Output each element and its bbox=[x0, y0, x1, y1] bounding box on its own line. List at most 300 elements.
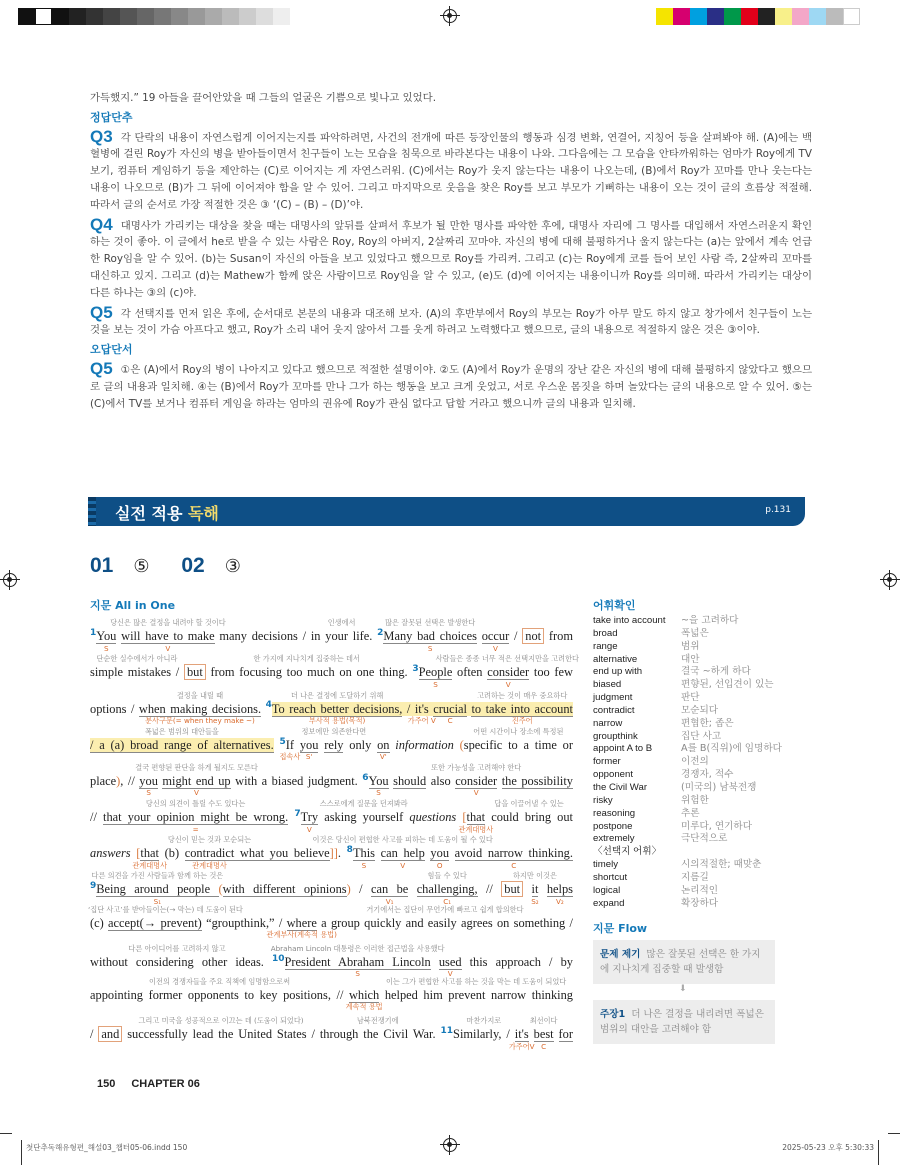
grammar-label: S₁ bbox=[153, 896, 162, 906]
segment-text: . bbox=[337, 846, 347, 861]
grammar-label: V₁ bbox=[385, 896, 394, 906]
banner-title-b: 독해 bbox=[187, 504, 219, 523]
registration-mark-icon bbox=[3, 573, 17, 587]
passage-segment bbox=[345, 987, 383, 1012]
segment-text: that bbox=[140, 846, 159, 861]
segment-text: might end up bbox=[162, 773, 231, 788]
passage-segment bbox=[559, 1027, 573, 1042]
passage-segment bbox=[159, 846, 185, 860]
sentence-number: 4 bbox=[265, 700, 272, 711]
segment-text: / bbox=[509, 629, 523, 644]
segment-text: could bring out bbox=[485, 810, 573, 825]
sentence-number: 7 bbox=[294, 808, 301, 819]
korean-gloss: 사람들은 종종 너무 적은 선택지만을 고려한다 bbox=[435, 654, 579, 664]
chapter-label: CHAPTER 06 bbox=[131, 1078, 200, 1090]
boxed-connector bbox=[522, 628, 544, 644]
passage-segment bbox=[368, 773, 389, 798]
segment-text: in your life. bbox=[310, 629, 373, 644]
crop-mark bbox=[0, 1133, 12, 1134]
vocab-item bbox=[593, 782, 788, 795]
grammar-label: 진주어 bbox=[511, 716, 533, 725]
vocab-korean: 극단적으로 bbox=[681, 833, 728, 845]
segment-text: avoid narrow thinking. bbox=[454, 846, 573, 861]
passage-segment bbox=[338, 846, 347, 860]
passage-segment bbox=[261, 702, 265, 716]
segment-text: and bbox=[101, 1027, 120, 1042]
passage-segment bbox=[139, 773, 158, 798]
segment-text: it's bbox=[514, 1027, 529, 1042]
segment-text: Being around people bbox=[96, 882, 219, 897]
passage-line bbox=[90, 721, 573, 762]
passage-segment bbox=[215, 629, 311, 643]
vocab-korean: 범위 bbox=[681, 640, 700, 652]
grammar-label: S bbox=[355, 969, 360, 979]
segment-text: specific to a time or bbox=[463, 737, 573, 752]
q5-explanation bbox=[90, 302, 812, 340]
vocab-english: groupthink bbox=[593, 730, 638, 742]
q5b-label: Q5 bbox=[90, 358, 113, 378]
passage-segment bbox=[485, 799, 573, 825]
segment-text: from bbox=[544, 629, 573, 644]
passage-segment bbox=[132, 846, 168, 870]
banner-title bbox=[115, 501, 219, 524]
passage-segment bbox=[122, 1016, 320, 1042]
passage-segment bbox=[402, 702, 414, 716]
korean-gloss: 스스로에게 질문을 던져봐라 bbox=[319, 799, 408, 809]
passage-line bbox=[90, 865, 573, 906]
segment-text: questions bbox=[409, 810, 457, 825]
vocab-item bbox=[593, 641, 788, 654]
vocab-item bbox=[593, 718, 788, 731]
passage-segment bbox=[90, 846, 131, 860]
korean-gloss: Abraham Lincoln 대통령은 이러한 접근법을 사용했다 bbox=[270, 943, 445, 953]
segment-text: you bbox=[139, 773, 158, 788]
vocab-item bbox=[593, 898, 788, 911]
korean-gloss: 인생에서 bbox=[327, 618, 356, 628]
segment-text: that bbox=[466, 810, 486, 825]
korean-gloss: 마찬가지로 bbox=[466, 1016, 502, 1026]
grammar-label: 부사적 용법(목적) bbox=[308, 716, 366, 725]
passage-segment bbox=[300, 810, 319, 834]
segment-text bbox=[408, 665, 413, 679]
segment-text: simple mistakes / bbox=[90, 665, 184, 680]
passage-line bbox=[90, 829, 573, 870]
vocab-item bbox=[593, 821, 788, 834]
segment-text: helps bbox=[546, 882, 573, 897]
korean-gloss: 거기에서는 집단이 무언가에 빠르고 쉽게 합의한다 bbox=[366, 904, 524, 914]
passage-segment bbox=[508, 1027, 535, 1051]
segment-text: crucial bbox=[433, 701, 467, 716]
passage-segment bbox=[310, 618, 373, 644]
passage-segment bbox=[502, 774, 573, 789]
sentence-number: 3 bbox=[412, 664, 419, 675]
segment-text: contradict bbox=[184, 846, 235, 861]
korean-gloss: 당신은 많은 결정을 내려야 할 것이다 bbox=[110, 618, 226, 628]
passage-segment bbox=[319, 1016, 436, 1042]
grammar-label: V bbox=[306, 824, 312, 834]
vocab-item bbox=[593, 666, 788, 679]
crop-mark bbox=[888, 1133, 900, 1134]
passage-segment bbox=[418, 665, 453, 689]
grammar-label: 분사구문(= when they make ~) bbox=[145, 716, 255, 725]
passage-segment bbox=[438, 954, 462, 979]
vocab-korean: 경쟁자, 적수 bbox=[681, 769, 734, 781]
passage-segment bbox=[458, 810, 494, 834]
segment-text: This bbox=[352, 846, 375, 861]
q3-explanation bbox=[90, 126, 812, 214]
segment-text: where bbox=[286, 915, 317, 930]
banner-title-a: 실전 적용 bbox=[115, 504, 188, 523]
vocab-english: contradict bbox=[593, 704, 635, 716]
grammar-label: 가주어 V bbox=[407, 716, 436, 725]
passage-segment bbox=[481, 629, 510, 653]
passage-segment bbox=[110, 618, 226, 653]
passage-segment bbox=[408, 665, 413, 679]
passage-segment bbox=[90, 726, 274, 753]
vocab-item bbox=[593, 808, 788, 821]
passage-segment bbox=[463, 726, 573, 752]
grammar-label: V bbox=[165, 643, 171, 653]
vocab-item bbox=[593, 743, 788, 756]
vocab-item bbox=[593, 692, 788, 705]
vocab-korean: 결국 ~하게 하다 bbox=[681, 666, 751, 678]
grammar-label: V' bbox=[379, 752, 387, 762]
passage-segment bbox=[167, 835, 252, 870]
grammar-label: V bbox=[493, 643, 498, 653]
segment-text: you bbox=[430, 846, 450, 861]
vocab-korean: (미국의) 남북전쟁 bbox=[681, 781, 757, 793]
passage-segment bbox=[318, 799, 410, 825]
vocab-item bbox=[593, 615, 788, 628]
segment-text: You bbox=[96, 629, 117, 644]
segment-text: “groupthink,” / bbox=[201, 915, 287, 930]
segment-text: asking yourself bbox=[318, 810, 410, 825]
segment-text: / bbox=[402, 701, 415, 716]
korean-gloss: 정보에만 의존한다면 bbox=[301, 726, 367, 736]
crop-mark bbox=[878, 1140, 879, 1165]
segment-text: rely bbox=[324, 737, 344, 752]
grammar-label: C₁ bbox=[443, 896, 452, 906]
segment-text bbox=[264, 955, 272, 969]
vocab-item bbox=[593, 885, 788, 898]
segment-text: place bbox=[90, 773, 117, 788]
segment-text: can help bbox=[380, 846, 425, 861]
passage-segment bbox=[138, 690, 262, 725]
grammar-label: S bbox=[376, 788, 381, 798]
page-reference: p.131 bbox=[765, 505, 791, 515]
vocab-english: judgment bbox=[593, 692, 633, 704]
passage-segment bbox=[330, 846, 338, 860]
vocab-english: reasoning bbox=[593, 807, 636, 819]
segment-text: People bbox=[418, 665, 453, 680]
vocab-item bbox=[593, 679, 788, 692]
segment-text: to take into account bbox=[471, 701, 573, 716]
segment-text: with different opinions bbox=[222, 882, 347, 897]
vocab-korean: A를 B(직위)에 임명하다 bbox=[681, 743, 782, 755]
passage-segment bbox=[416, 871, 478, 906]
page-footer bbox=[97, 1078, 216, 1090]
segment-text: consider bbox=[487, 665, 530, 680]
vocab-english: former bbox=[593, 756, 621, 768]
vocab-english: narrow bbox=[593, 717, 623, 729]
korean-gloss: 폭넓은 범위의 대안들을 bbox=[144, 726, 219, 736]
segment-text: ) bbox=[346, 882, 351, 897]
vocab-korean: 편협한; 좁은 bbox=[681, 717, 734, 729]
annotated-passage bbox=[87, 612, 579, 1051]
registration-mark-icon bbox=[443, 9, 457, 23]
passage-segment bbox=[299, 737, 319, 762]
grammar-label: 관계대명사 bbox=[132, 860, 168, 870]
segment-text: // bbox=[90, 810, 104, 825]
passage-segment bbox=[352, 846, 375, 870]
passage-segment bbox=[271, 690, 403, 725]
segment-text: which bbox=[348, 987, 380, 1002]
korean-gloss: 결정을 내릴 때 bbox=[176, 690, 224, 700]
vocab-english: opponent bbox=[593, 769, 634, 781]
vocab-item bbox=[593, 833, 788, 846]
vocab-korean: 미루다, 연기하다 bbox=[681, 820, 752, 832]
flow-heading: 지문 Flow bbox=[593, 922, 648, 935]
vocab-korean: 모순되다 bbox=[681, 704, 719, 716]
passage-segment bbox=[383, 618, 477, 653]
segment-text: you bbox=[299, 737, 319, 752]
passage-line bbox=[87, 902, 573, 939]
passage-segment bbox=[358, 774, 363, 788]
passage-segment bbox=[478, 882, 502, 896]
korean-gloss: 남북전쟁기에 bbox=[356, 1016, 399, 1026]
sentence-number: 8 bbox=[346, 845, 353, 856]
korean-gloss: 당신이 믿는 것과 모순되는 bbox=[167, 835, 252, 845]
slug-date: 2025-05-23 오후 5:30:33 bbox=[782, 1143, 874, 1152]
vocab-english: broad bbox=[593, 627, 618, 639]
segment-text: best bbox=[533, 1027, 554, 1042]
vocab-korean: 이전의 bbox=[681, 756, 709, 768]
sentence-number: 10 bbox=[271, 953, 285, 964]
segment-text: occur bbox=[481, 629, 510, 644]
passage-segment bbox=[87, 904, 243, 931]
passage-segment bbox=[120, 774, 139, 788]
korean-gloss: 더 나은 결정에 도달하기 위해 bbox=[290, 690, 384, 700]
passage-segment bbox=[90, 774, 116, 788]
passage-segment bbox=[372, 629, 377, 643]
passage-segment bbox=[509, 629, 522, 643]
segment-text: through the Civil War. bbox=[319, 1027, 436, 1042]
passage-segment bbox=[266, 915, 337, 939]
passage-segment bbox=[90, 916, 108, 930]
vocab-english: appoint A to B bbox=[593, 743, 653, 755]
vocab-english: take into account bbox=[593, 615, 666, 626]
segment-text: also bbox=[426, 773, 456, 788]
arrow-down-icon: ⬇ bbox=[679, 984, 687, 994]
registration-mark-icon bbox=[883, 573, 897, 587]
answer-choice: ③ bbox=[224, 556, 241, 576]
korean-gloss: 한 가지에 지나치게 집중하는 데서 bbox=[253, 654, 360, 664]
answer-number: 02 bbox=[181, 554, 205, 577]
segment-text: ) bbox=[116, 773, 121, 788]
segment-text: should bbox=[393, 773, 427, 788]
grammar-label: V₂ bbox=[556, 896, 564, 906]
wrong-answer-heading: 오답단서 bbox=[90, 343, 133, 357]
flow-label: 문제 제기 bbox=[600, 949, 641, 960]
vocab-item bbox=[593, 628, 788, 641]
passage-segment bbox=[538, 882, 546, 896]
answer-explanation bbox=[90, 90, 812, 415]
vocab-heading: 어휘확인 bbox=[593, 599, 636, 612]
korean-gloss: 그리고 미국을 성공적으로 이끄는 데 (도움이 되었다) bbox=[138, 1016, 304, 1026]
segment-text: what you believe bbox=[234, 846, 330, 861]
passage-line bbox=[90, 974, 573, 1010]
grammar-label: V bbox=[473, 788, 479, 798]
segment-text: used bbox=[438, 954, 462, 969]
segment-text: when making decisions. bbox=[138, 701, 262, 716]
korean-gloss: 최선이다 bbox=[529, 1016, 558, 1026]
flow-box-problem bbox=[593, 940, 775, 984]
segment-text bbox=[288, 810, 294, 824]
segment-text bbox=[538, 882, 546, 896]
grammar-label: 관계부사(계속적 용법) bbox=[266, 930, 337, 939]
passage-segment bbox=[426, 774, 455, 788]
grammar-label: C bbox=[447, 716, 453, 725]
sentence-number: 1 bbox=[90, 628, 97, 638]
segment-text: ( bbox=[218, 882, 223, 897]
intro-text: 가득했지.” 19 아들을 끌어안았을 때 그들의 얼굴은 기쁨으로 빛나고 있었다. bbox=[90, 92, 437, 104]
korean-gloss: 또한 가능성을 고려해야 한다 bbox=[431, 762, 522, 772]
segment-text: appointing former opponents to key positions, // bbox=[90, 987, 349, 1002]
segment-text: Many bad choices bbox=[383, 629, 477, 644]
korean-gloss: 고려하는 것이 매우 중요하다 bbox=[477, 690, 568, 700]
grammar-label: C bbox=[541, 1041, 547, 1051]
passage-segment bbox=[523, 882, 531, 896]
segment-text: only bbox=[343, 737, 378, 752]
grammar-label: S bbox=[427, 643, 433, 653]
answer-number: 01 bbox=[90, 554, 114, 577]
segment-text: ]] bbox=[329, 846, 338, 861]
segment-text: but bbox=[186, 665, 203, 680]
passage-segment bbox=[433, 701, 467, 725]
vocab-korean: 지름길 bbox=[681, 871, 709, 883]
segment-text bbox=[523, 882, 531, 896]
vocab-korean: 대안 bbox=[681, 653, 700, 665]
passage-line bbox=[90, 1010, 573, 1051]
vocab-english: logical bbox=[593, 884, 621, 896]
segment-text: ( bbox=[459, 737, 464, 752]
segment-text: You bbox=[368, 773, 389, 788]
grammar-label: V bbox=[194, 788, 199, 798]
segment-text: too few bbox=[529, 665, 573, 680]
passage-line bbox=[90, 648, 579, 689]
vocab-item bbox=[593, 846, 788, 859]
passage-segment bbox=[90, 654, 184, 680]
vocab-item bbox=[593, 705, 788, 718]
sentence-number: 5 bbox=[279, 736, 286, 747]
passage-segment bbox=[529, 1016, 558, 1051]
segment-text bbox=[274, 738, 280, 752]
segment-text: Try bbox=[300, 810, 319, 825]
passage-segment bbox=[452, 665, 487, 679]
grammar-label: 관계대명사 bbox=[458, 824, 494, 834]
passage-segment bbox=[546, 882, 573, 906]
vocab-item bbox=[593, 654, 788, 667]
passage-segment bbox=[231, 774, 358, 788]
korean-gloss: 답을 이끌어낼 수 있는 bbox=[494, 799, 564, 809]
grammar-label: = bbox=[192, 824, 199, 834]
passage-segment bbox=[408, 882, 416, 896]
vocab-korean: 확장하다 bbox=[681, 897, 719, 909]
segment-text: (b) bbox=[159, 846, 185, 861]
q5-text: 각 선택지를 먼저 읽은 후에, 순서대로 본문의 내용과 대조해 보자. (A)의 후반부에서 Roy의 부모는 Roy가 아무 말도 하지 않고 창가에서 친구들이 노는 것을 보는 것이 가슴 아프다고 했고, Roy가 소리 내어 웃지 않아서 그를 웃게 하려고 노력했다고 했으므로, 글의 내용으로 적절하지 않은 것은 ③이야. bbox=[90, 307, 812, 337]
segment-text: helped him prevent narrow thinking bbox=[379, 987, 573, 1002]
q4-text: 대명사가 가리키는 대상을 찾을 때는 대명사의 앞뒤를 살펴서 후보가 될 만한 명사를 파악한 후에, 대명사 자리에 그 명사를 대입해서 자연스러운지 확인하는 것이 좋아. 이 글에서 he로 받을 수 있는 사람은 Roy, Roy의 아버지, 2살짜리 꼬마야. 자신의 병에 대해 불평하거나 울지 않는다는 (a)는 앞에서 계속 언급한 Roy임을 알 수 있어. (b)는 Susan이 자신의 아들을 보고 있었다고 했으므로 Roy를 가리켜. 그리고 (c)는 Roy에게 코를 들어 보인 사람 즉, 2살짜리 꼬마를 대신하고 있지. 그리고 (d)는 Mathew가 함께 앉은 사람이므로 Roy임을 알 수 있고, (e)도 (d)에 이어지는 내용이니까 Roy를 의미해. 따라서 가리키는 대상이 다른 하나는 ③의 (c)야. bbox=[90, 219, 812, 299]
vocab-item bbox=[593, 769, 788, 782]
passage-line bbox=[90, 684, 573, 725]
passage-segment bbox=[431, 955, 439, 969]
vocab-korean: 폭넓은 bbox=[681, 627, 709, 639]
sentence-number: 11 bbox=[440, 1026, 454, 1037]
segment-text: the possibility bbox=[501, 773, 573, 788]
segment-text: often bbox=[452, 665, 488, 680]
vocab-korean: 위험한 bbox=[681, 794, 709, 806]
grammar-label: S bbox=[146, 788, 151, 798]
grammar-label: V bbox=[505, 679, 511, 689]
segment-text: without considering other ideas. bbox=[90, 954, 264, 969]
q5b-text: ①은 (A)에서 Roy의 병이 나아지고 있다고 했으므로 적절한 설명이야. ②도 (A)에서 Roy가 운명의 장난 같은 자신의 병에 대해 불평하지 않았다고 했으므로 글의 내용과 일치해. ④는 (B)에서 Roy가 꼬마를 만나 그가 하는 행동을 보고 크게 웃었고, 서로 우스운 몸짓을 하며 놀았다는 글의 내용으로 알 수 있어. ⑤는 (C)에서 TV를 보거나 컴퓨터 게임을 하라는 엄마의 권유에 Roy가 관심 없다고 답할 거라고 했으니까 글의 내용과 일치해. bbox=[90, 363, 812, 410]
passage-segment bbox=[454, 846, 573, 870]
passage-line bbox=[90, 757, 573, 798]
segment-text: information bbox=[395, 737, 454, 752]
grammar-label: S' bbox=[305, 752, 313, 762]
segment-text: many decisions / bbox=[214, 629, 311, 644]
segment-text: [ bbox=[462, 810, 467, 825]
flow-label: 주장1 bbox=[600, 1009, 626, 1020]
vocab-item bbox=[593, 795, 788, 808]
flow-box-claim bbox=[593, 1000, 775, 1044]
passage-segment bbox=[96, 629, 117, 653]
segment-text: , // bbox=[120, 773, 140, 788]
segment-text: (c) bbox=[90, 915, 109, 930]
korean-gloss: 결국 편향된 판단을 하게 될지도 모른다 bbox=[135, 762, 258, 772]
passage-segment bbox=[103, 799, 289, 834]
segment-text: will have to make bbox=[121, 629, 215, 644]
segment-text: Similarly, / bbox=[453, 1027, 515, 1042]
q5-wrong-explanation bbox=[90, 358, 812, 412]
korean-gloss: 다른 아이디어를 고려하지 않고 bbox=[128, 943, 226, 953]
segment-text: President Abraham Lincoln bbox=[284, 954, 431, 969]
segment-text: this approach / by bbox=[461, 954, 573, 969]
segment-text bbox=[431, 955, 439, 969]
passage-segment bbox=[274, 738, 280, 752]
answer-key bbox=[90, 554, 267, 578]
passage-segment bbox=[377, 737, 390, 762]
passage-segment bbox=[90, 976, 349, 1002]
korean-gloss: 이전의 경쟁자들을 주요 직책에 임명함으로써 bbox=[148, 976, 291, 986]
vocab-korean: 시의적절한; 때맞춘 bbox=[681, 859, 762, 871]
banner-stripe bbox=[88, 497, 96, 526]
passage-segment bbox=[370, 882, 409, 906]
korean-gloss: 힘들 수 있다 bbox=[427, 871, 467, 881]
segment-text: challenging, bbox=[416, 882, 478, 897]
segment-text: it bbox=[531, 882, 539, 897]
segment-text bbox=[372, 629, 377, 643]
passage-segment bbox=[395, 738, 454, 752]
passage-segment bbox=[91, 871, 224, 906]
q3-label: Q3 bbox=[90, 126, 113, 146]
passage-segment bbox=[351, 882, 371, 896]
sentence-number: 6 bbox=[362, 772, 369, 783]
crop-mark bbox=[21, 1140, 22, 1165]
vocab-english: risky bbox=[593, 794, 613, 806]
segment-text: on bbox=[377, 737, 390, 752]
segment-text: for bbox=[558, 1027, 573, 1042]
